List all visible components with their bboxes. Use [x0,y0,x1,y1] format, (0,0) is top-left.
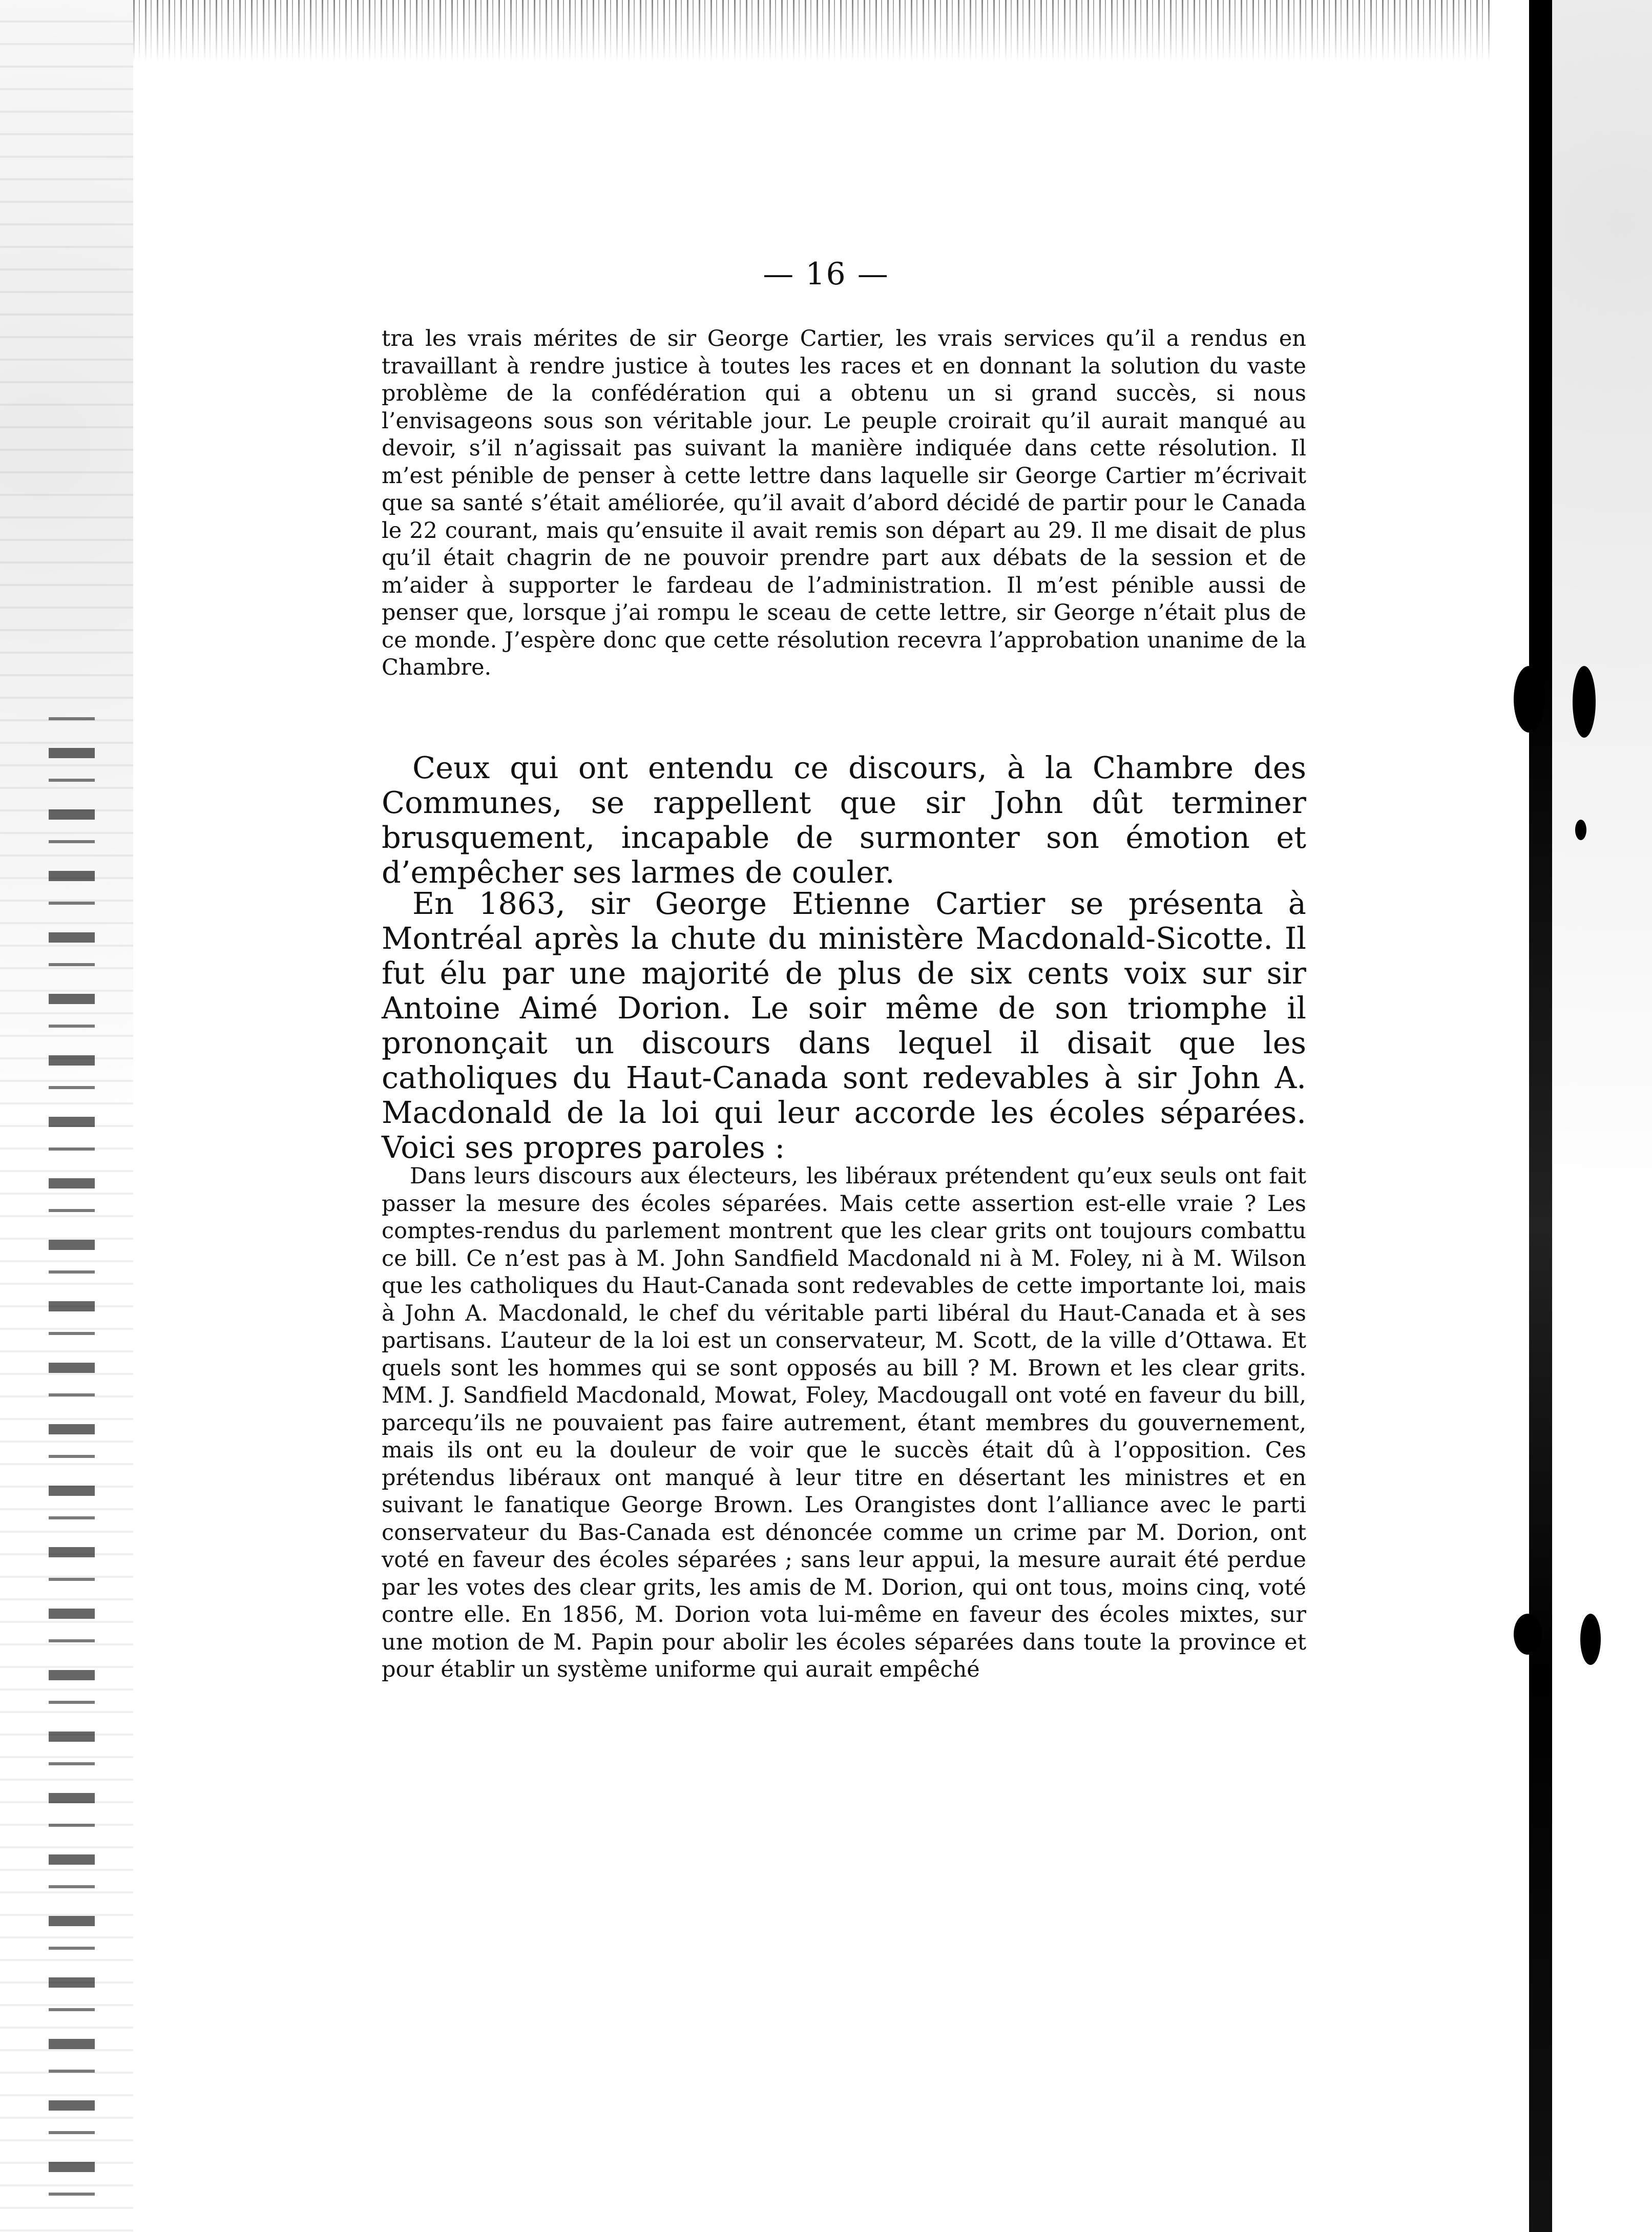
narrative-paragraph [382,886,1306,1165]
scan-left-margin-marks [49,717,95,2203]
ink-blot [1573,666,1596,738]
scan-right-binding-shadow [1529,0,1552,2232]
ink-blot [1580,1614,1601,1665]
quoted-speech [382,1163,1306,1684]
paragraph: tra les vrais mérites de sir George Cartier, les vrais services qu’il a rendus en travaillant à rendre justice à toutes les races et en donnant la solution du vaste problème de la confédération qui a obtenu un si grand succès, si nous l’envisageons sous son véritable jour. Le peuple croirait qu’il aurait manqué au devoir, s’il n’agissait pas suivant la manière indiquée dans cette résolution. Il m’est pénible de penser à cette lettre dans laquelle sir George Cartier m’écrivait que sa santé s’était améliorée, qu’il avait d’abord décidé de partir pour le Canada le 22 courant, mais qu’ensuite il avait remis son départ au 29. Il me disait de plus qu’il était chagrin de ne pouvoir prendre part aux débats de la session et de m’aider à supporter le fardeau de l’administration. Il m’est pénible aussi de penser que, lorsque j’ai rompu le sceau de cette lettre, sir George n’était plus de ce monde. J’espère donc que cette résolution recevra l’approbation unanime de la Chambre. [382,326,1306,680]
paragraph: Dans leurs discours aux électeurs, les libéraux prétendent qu’eux seuls ont fait passer la mesure des écoles séparées. Mais cette assertion est-elle vraie ? Les comptes-rendus du parlement montrent que les clear grits ont toujours combattu ce bill. Ce n’est pas à M. John Sandfield Macdonald ni à M. Foley, ni à M. Wilson que les catholiques du Haut-Canada sont redevables de cette importante loi, mais à John A. Macdonald, le chef du véritable parti libéral du Haut-Canada et à ses partisans. L’auteur de la loi est un conservateur, M. Scott, de la ville d’Ottawa. Et quels sont les hommes qui se sont opposés au bill ? M. Brown et les clear grits. MM. J. Sandfield Macdonald, Mowat, Foley, Macdougall ont voté en faveur du bill, parcequ’ils ne pouvaient pas faire autrement, étant membres du gouvernement, mais ils ont eu la douleur de voir que le succès était dû à l’opposition. Ces prétendus libéraux ont manqué à leur titre en désertant les ministres et en suivant le fanatique George Brown. Les Orangistes dont l’alliance avec le parti conservateur du Bas-Canada est dénoncée comme un crime par M. Dorion, ont voté en faveur des écoles séparées ; sans leur appui, la mesure aurait été perdue par les votes des clear grits, les amis de M. Dorion, qui ont tous, moins cinq, voté contre elle. En 1856, M. Dorion vota lui-même en faveur des écoles mixtes, sur une motion de M. Papin pour abolir les écoles séparées dans toute la province et pour établir un système uniforme qui aurait empêché [382,1163,1306,1682]
ink-blot [1514,666,1544,733]
narrative-paragraph [382,750,1306,890]
page-number: — 16 — [763,256,889,292]
scan-top-edge-noise [133,0,1491,61]
quoted-speech-continuation [382,325,1306,682]
paragraph: En 1863, sir George Etienne Cartier se présenta à Montréal après la chute du ministère Macdonald-Sicotte. Il fut élu par une majorité de plus de six cents voix sur sir Antoine Aimé Dorion. Le soir même de son triomphe il prononçait un discours dans lequel il disait que les catholiques du Haut-Canada sont redevables à sir John A. Macdonald de la loi qui leur accorde les écoles séparées. Voici ses propres paroles : [382,886,1306,1165]
ink-blot [1575,820,1586,840]
scan-right-edge-noise [1552,0,1652,2232]
paragraph: Ceux qui ont entendu ce discours, à la Chambre des Communes, se rappellent que sir John dût terminer brusquement, incapable de surmonter son émotion et d’empêcher ses larmes de couler. [382,750,1306,890]
ink-blot [1514,1614,1542,1655]
